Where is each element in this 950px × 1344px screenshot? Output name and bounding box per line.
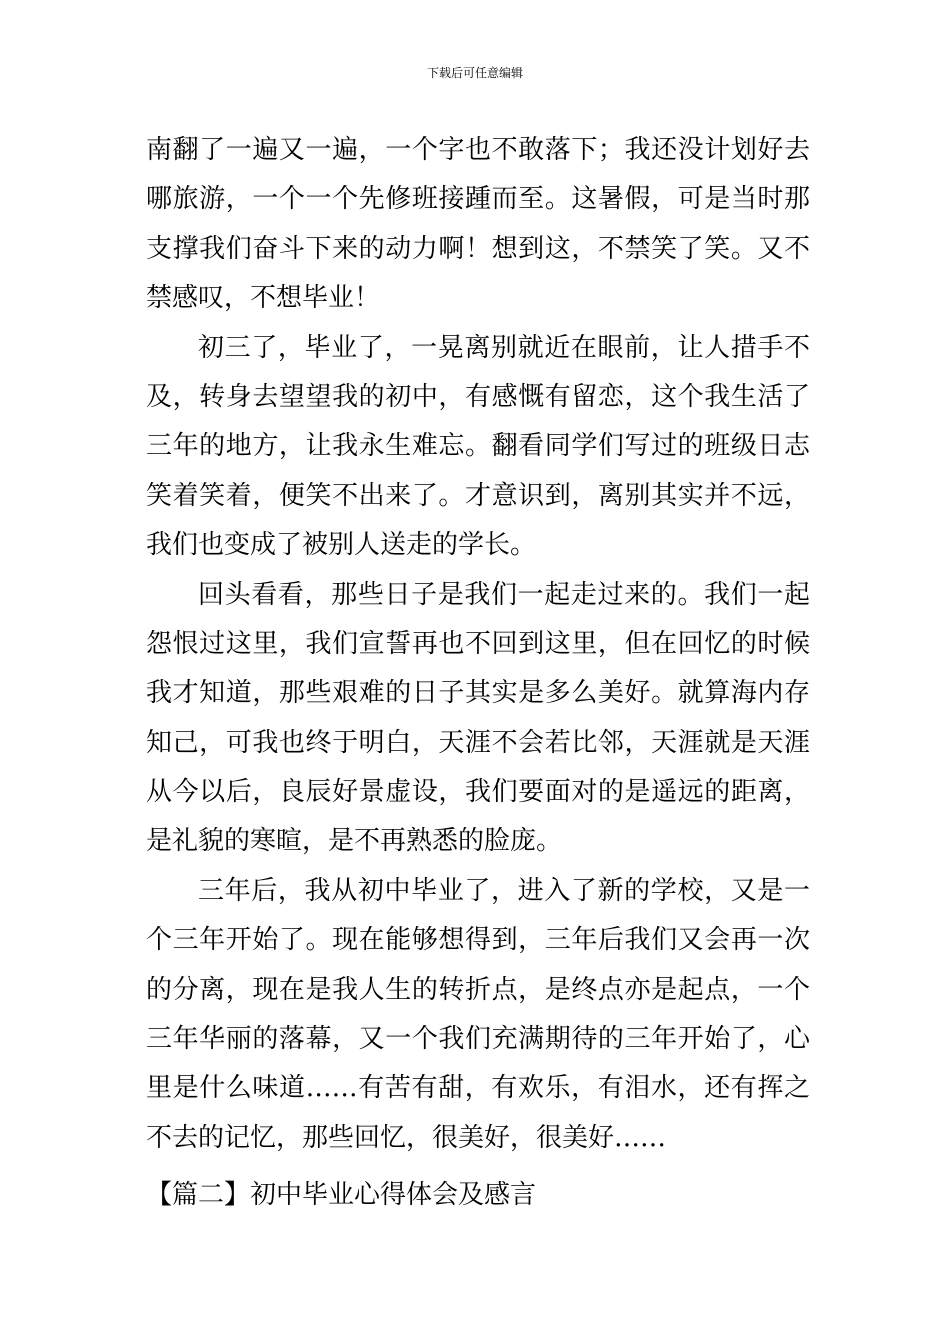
text-line: 支撑我们奋斗下来的动力啊！想到这，不禁笑了笑。又不 [146,233,810,264]
text-line: 南翻了一遍又一遍，一个字也不敢落下；我还没计划好去 [146,135,810,165]
paragraph [146,867,810,1163]
paragraph [146,126,810,324]
text-line: 从今以后，良辰好景虚设，我们要面对的是遥远的距离， [146,777,810,808]
text-line: 三年的地方，让我永生难忘。翻看同学们写过的班级日志 [146,431,810,462]
text-line: 不去的记忆，那些回忆，很美好，很美好…… [146,1122,667,1153]
text-line: 里是什么味道……有苦有甜，有欢乐，有泪水，还有挥之 [146,1073,810,1104]
document-body [146,126,810,1163]
text-line: 笑着笑着，便笑不出来了。才意识到，离别其实并不远， [146,480,810,511]
text-line: 怨恨过这里，我们宣誓再也不回到这里，但在回忆的时候 [146,628,810,659]
paragraph [146,324,810,571]
text-line: 知己，可我也终于明白，天涯不会若比邻，天涯就是天涯 [146,727,810,758]
text-line: 个三年开始了。现在能够想得到，三年后我们又会再一次 [146,925,810,956]
text-line: 禁感叹，不想毕业！ [146,283,381,314]
text-line: 我才知道，那些艰难的日子其实是多么美好。就算海内存 [146,678,810,709]
text-line: 我们也变成了被别人送走的学长。 [146,530,537,561]
text-line: 回头看看，那些日子是我们一起走过来的。我们一起 [198,579,810,610]
text-line: 初三了，毕业了，一晃离别就近在眼前，让人措手不 [198,332,810,363]
section-title: 【篇二】初中毕业心得体会及感言 [146,1180,537,1210]
paragraph [146,571,810,867]
page-header: 下载后可任意编辑 [426,66,523,80]
text-line: 是礼貌的寒暄，是不再熟悉的脸庞。 [146,826,563,857]
text-line: 三年华丽的落幕，又一个我们充满期待的三年开始了，心 [146,1024,810,1055]
text-line: 三年后，我从初中毕业了，进入了新的学校，又是一 [198,875,810,906]
text-line: 及，转身去望望我的初中，有感慨有留恋，这个我生活了 [146,381,810,412]
text-line: 哪旅游，一个一个先修班接踵而至。这暑假，可是当时那 [146,184,810,215]
text-line: 的分离，现在是我人生的转折点，是终点亦是起点，一个 [146,974,810,1005]
